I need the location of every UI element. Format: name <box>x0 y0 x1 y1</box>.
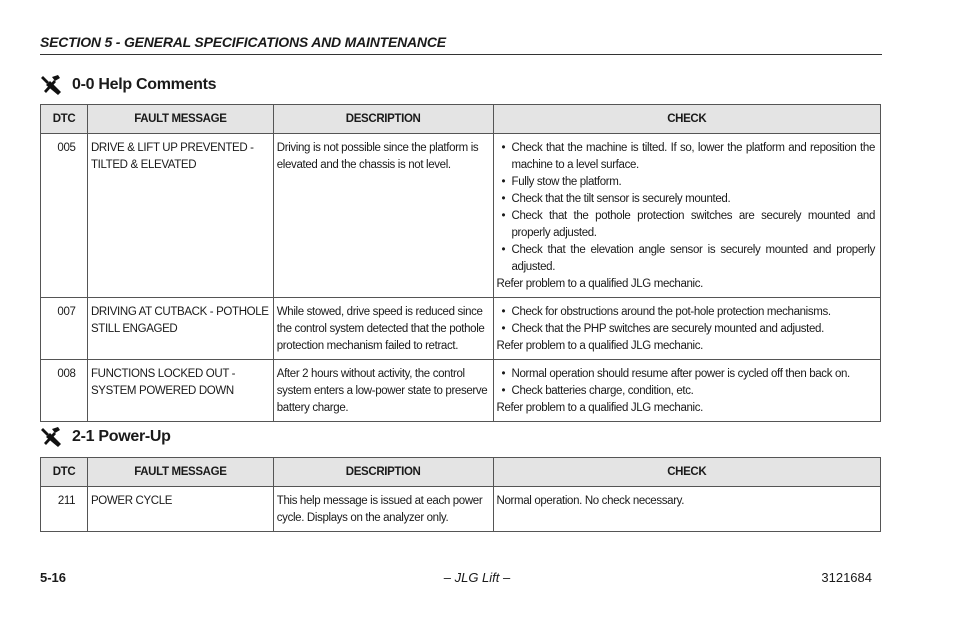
column-header-description: DESCRIPTION <box>273 458 493 487</box>
check-item: • Check batteries charge, condition, etc. <box>497 383 877 400</box>
check-item: • Check that the machine is tilted. If so, lower the platform and reposition the machine to a level surface. <box>497 140 877 174</box>
column-header-dtc: DTC <box>41 458 88 487</box>
check-cell <box>493 298 880 360</box>
table-header-row <box>41 105 881 134</box>
table-row <box>41 134 881 298</box>
check-item: • Normal operation should resume after power is cycled off then back on. <box>497 366 877 383</box>
dtc-code: 008 <box>41 360 88 422</box>
wrench-hammer-icon <box>40 74 64 96</box>
check-item: • Check that the pothole protection switches are securely mounted and properly adjusted. <box>497 208 877 242</box>
fault-message: DRIVE & LIFT UP PREVENTED - TILTED & ELEVATED <box>87 134 273 298</box>
fault-message: POWER CYCLE <box>87 487 273 532</box>
dtc-code: 005 <box>41 134 88 298</box>
check-item: • Check that the PHP switches are securely mounted and adjusted. <box>497 321 877 338</box>
section-heading-power-up <box>40 426 171 448</box>
column-header-check: CHECK <box>493 458 880 487</box>
check-item: • Check that the elevation angle sensor is securely mounted and properly adjusted. <box>497 242 877 276</box>
help-comments-table <box>40 104 881 422</box>
check-item: • Check for obstructions around the pot-hole protection mechanisms. <box>497 304 877 321</box>
page-number: 5-16 <box>40 570 67 585</box>
description: This help message is issued at each power cycle. Displays on the analyzer only. <box>273 487 493 532</box>
check-item: • Check that the tilt sensor is securely mounted. <box>497 191 877 208</box>
document-number: 3121684 <box>821 570 872 585</box>
table-row <box>41 298 881 360</box>
description: After 2 hours without activity, the control system enters a low-power state to preserve battery charge. <box>273 360 493 422</box>
wrench-hammer-icon <box>40 426 64 448</box>
column-header-fault-message: FAULT MESSAGE <box>87 105 273 134</box>
column-header-description: DESCRIPTION <box>273 105 493 134</box>
table-row <box>41 487 881 532</box>
check-list <box>497 304 877 338</box>
power-up-table <box>40 457 881 532</box>
refer-note: Refer problem to a qualified JLG mechanic. <box>496 340 703 352</box>
dtc-code: 211 <box>41 487 88 532</box>
section-title: 0-0 Help Comments <box>72 76 217 93</box>
check-list <box>497 366 877 400</box>
check-cell <box>493 134 880 298</box>
table-row <box>41 360 881 422</box>
fault-message: DRIVING AT CUTBACK - POTHOLE STILL ENGAGED <box>87 298 273 360</box>
section-heading-help-comments <box>40 74 216 96</box>
column-header-check: CHECK <box>493 105 880 134</box>
fault-message: FUNCTIONS LOCKED OUT - SYSTEM POWERED DOWN <box>87 360 273 422</box>
check-list <box>497 140 877 276</box>
table-header-row <box>41 458 881 487</box>
refer-note: Refer problem to a qualified JLG mechanic. <box>496 278 703 290</box>
footer-center: – JLG Lift – <box>443 570 511 585</box>
section-title: 2-1 Power-Up <box>72 428 171 445</box>
check-item: • Fully stow the platform. <box>497 174 877 191</box>
description: Driving is not possible since the platform is elevated and the chassis is not level. <box>273 134 493 298</box>
check-cell <box>493 360 880 422</box>
section-header: SECTION 5 - GENERAL SPECIFICATIONS AND MAINTENANCE <box>40 34 882 55</box>
column-header-fault-message: FAULT MESSAGE <box>87 458 273 487</box>
refer-note: Refer problem to a qualified JLG mechanic. <box>496 402 703 414</box>
description: While stowed, drive speed is reduced since the control system detected that the pothole protection mechanism failed to retract. <box>273 298 493 360</box>
column-header-dtc: DTC <box>41 105 88 134</box>
dtc-code: 007 <box>41 298 88 360</box>
check-text: Normal operation. No check necessary. <box>493 487 880 532</box>
